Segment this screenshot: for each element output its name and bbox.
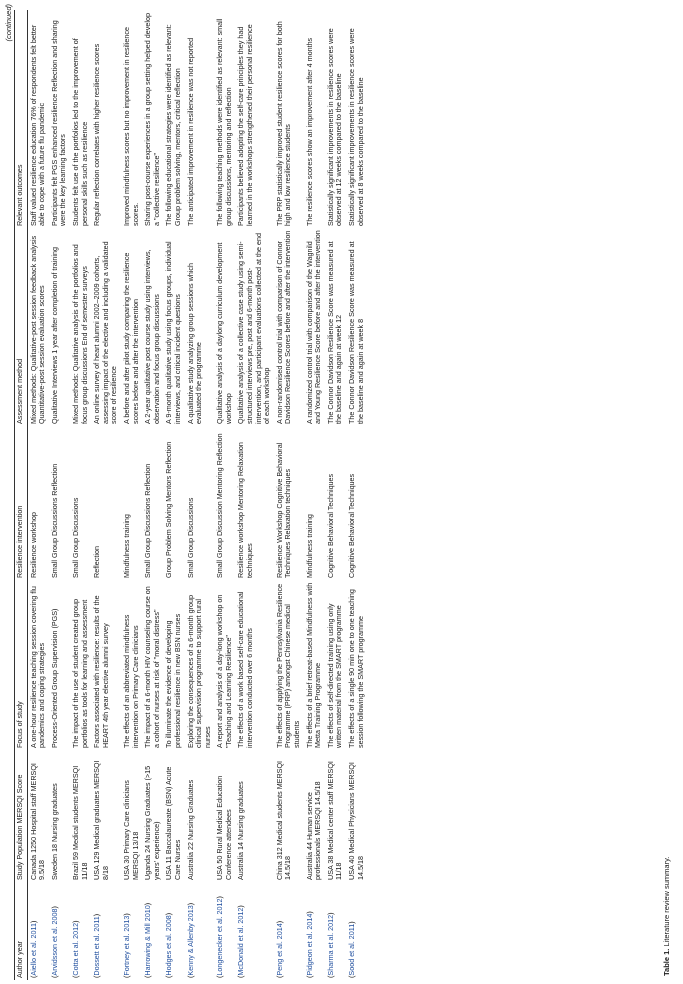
population-cell: Australia 14 Nursing graduates (236, 781, 246, 880)
population-cell: USA 11 Baccalaureate (BSN) Acute Care Nurses (164, 766, 182, 880)
outcomes-cell: The anticipated improvement in resilience was not reported (185, 37, 195, 226)
intervention-cell: Small Group Discussions (185, 497, 195, 578)
author-open-paren: ( (28, 975, 38, 978)
table-header-row (15, 10, 28, 980)
population-cell: Canada 1250 Hospital staff MERSQI 9.5/18 (28, 763, 47, 880)
assessment-cell: A randomized control trial with comparison of the Wagnild and Young Resilience Score before and after the intervention (304, 230, 323, 424)
author-cell (185, 882, 215, 980)
outcomes-cell: Students felt use of the portfolios led to the improvement of personal skills such as resilience (70, 38, 89, 226)
header-author-year: Author year (15, 882, 28, 980)
author-close-paren: ) (304, 911, 314, 914)
author-cell (49, 882, 70, 980)
author-citation-link[interactable]: Longenecker et al. 2012 (215, 898, 225, 976)
author-close-paren: ) (143, 902, 153, 906)
author-close-paren: ) (215, 896, 225, 899)
author-cell (142, 882, 163, 980)
intervention-cell: Mindfulness training (121, 514, 131, 578)
assessment-cell: Mixed methods: Qualitative analysis of the portfolios and focus group discussions End of semester surveys (70, 244, 89, 424)
population-cell: USA 30 Primary Care clinicians MERSQI 13/18 (121, 780, 140, 880)
table-row (185, 10, 215, 980)
population-cell: Brazil 59 Medical students MERSQI 11/18 (70, 765, 89, 880)
outcomes-cell: Improved mindfulness scores but no improvement in resilience scores. (121, 27, 140, 226)
assessment-cell: A qualitative study analyzing group sessions which evaluated the programme (185, 262, 204, 424)
focus-cell: The effects of self-directed training using only written material from the SMART programme (325, 603, 344, 748)
author-cell (121, 882, 142, 980)
focus-cell: The impact of a 6-month HIV counseling course on a cohort of nurses at risk of "moral distress" (143, 586, 161, 748)
population-cell: USA 50 Rural Medical Education Conference attendees (215, 775, 233, 880)
author-open-paren: ( (121, 975, 131, 978)
author-close-paren: ) (185, 902, 195, 906)
intervention-cell: Cognitive Behavioral Techniques (347, 473, 356, 578)
author-cell (325, 882, 346, 980)
outcomes-cell: The PRP statistically improved student resilience scores for both high and low resilience students (274, 21, 293, 226)
intervention-cell: Small Group Discussions Reflection (49, 463, 59, 578)
caption-label: Table 1. (662, 948, 671, 976)
focus-cell: The effects of a single 90 min one to one teaching session following the SMART programme (347, 589, 365, 748)
author-cell (274, 882, 304, 980)
assessment-cell: A non-randomised control trial with comparison of Connor Davidson Resilience Scores before and after the intervention (274, 230, 293, 424)
caption-text: Literature review summary. (662, 856, 671, 947)
author-close-paren: ) (28, 920, 38, 923)
author-citation-link[interactable]: McDonald et al. 2012 (236, 907, 246, 976)
author-open-paren: ( (236, 975, 246, 978)
table-row (142, 10, 163, 980)
intervention-cell: Small Group Discussions Reflection (143, 463, 153, 578)
outcomes-cell: The following educational strategies were identified as relevant: Group problem solving, mentors, critical reflection (164, 24, 182, 226)
author-citation-link[interactable]: Sharma et al. 2012 (325, 914, 335, 976)
intervention-cell: Small Group Discussion Mentoring Reflection (215, 433, 225, 578)
focus-cell: Exploring the consequences of a 6-month group clinical supervision programme to support rural nurses (185, 594, 212, 748)
outcomes-cell: Statistically significant improvements in resilience scores were observed at 8 weeks compared to the baseline (347, 28, 365, 226)
intervention-cell: Group Problem Solving Mentors Reflection (164, 441, 174, 578)
author-close-paren: ) (49, 906, 59, 909)
assessment-cell: A 2-year qualitative post course study using interviews, observation and focus group discussions (143, 249, 161, 424)
population-cell: USA 129 Medical graduates MERSQI 8/18 (92, 760, 110, 880)
author-citation-link[interactable]: Kenny & Allenby 2013 (185, 905, 195, 976)
intervention-cell: Small Group Discussions (70, 497, 80, 578)
author-cell (27, 882, 49, 980)
author-citation-link[interactable]: Harrowing & Mill 2010 (143, 905, 153, 976)
population-cell: Uganda 24 Nursing Graduates (>15 years' experience) (143, 765, 161, 880)
focus-cell: To illuminate the evidence of developing professional resilience in new BSN nurses (164, 613, 182, 748)
intervention-cell: Reflection (92, 546, 102, 578)
author-cell (91, 882, 121, 980)
assessment-cell: An online survey of heart alumni 2002–2009 cohorts, assessing impact of the elective and including a validated score of resilience (92, 241, 119, 424)
table-row (121, 10, 142, 980)
continued-note: (continued) (4, 4, 13, 42)
outcomes-cell: Sharing post-course experiences in a group setting helped develop a "collective resilience" (143, 13, 161, 226)
header-study-population: Study Population MERSQI Score (15, 750, 28, 882)
table-row (49, 10, 70, 980)
assessment-cell: Qualitative Interviews 1 year after completion of training (49, 247, 59, 424)
author-close-paren: ) (121, 913, 131, 916)
header-relevant-outcomes: Relevant outcomes (15, 10, 28, 228)
population-cell: Sweden 18 Nursing graduates (49, 783, 59, 880)
outcomes-cell: Regular reflection correlates with higher resilience scores (92, 43, 102, 226)
outcomes-cell: Participants felt PGS enhanced resilience Reflection and sharing were the key learning factors (49, 20, 68, 226)
author-close-paren: ) (274, 920, 284, 924)
focus-cell: The effects of a work based self-care educational intervention conducted over 6 months (236, 591, 255, 748)
assessment-cell: The Connor Davidson Resilience Score was measured at the baseline and again at week 8 (347, 241, 365, 424)
assessment-cell: A 9-month qualitative study using focus groups, individual interviews, and critical incident questions (164, 241, 182, 424)
outcomes-cell: The resilience scores show an improvement after 4 months (304, 37, 314, 226)
focus-cell: The effects of applying the Pennsylvania Resilience Programme (PRP) amongst Chinese medical students (274, 583, 302, 748)
table-row (70, 10, 91, 980)
author-close-paren: ) (325, 912, 335, 915)
assessment-cell: Qualitative analysis of a daylong curriculum development workshop (215, 242, 233, 424)
focus-cell: The effects of an abbreviated mindfulness intervention on Primary Care clinicians (121, 614, 140, 748)
literature-review-table (14, 10, 367, 980)
author-citation-link[interactable]: Sood et al. 2011 (347, 923, 356, 976)
author-cell (346, 882, 367, 980)
outcomes-cell: Statistically significant improvements in resilience scores were observed at 12 weeks compared to the baseline (325, 28, 344, 226)
author-open-paren: ( (70, 975, 80, 978)
intervention-cell: Mindfulness training (304, 514, 314, 578)
author-citation-link[interactable]: Cotta et al. 2012 (70, 922, 80, 976)
table-row (235, 10, 273, 980)
table-caption (662, 857, 671, 976)
author-close-paren: ) (347, 921, 356, 924)
author-open-paren: ( (274, 975, 284, 978)
assessment-cell: Mixed methods: Qualitative-post session feedback analysis Quantitative-post session evaluation scores (28, 235, 47, 424)
author-open-paren: ( (325, 975, 335, 978)
focus-cell: Process-Oriented Group Supervision (PGS) (49, 608, 59, 748)
population-cell: USA 38 Medical center staff MERSQI 11/18 (325, 761, 344, 880)
assessment-cell: The Connor Davidson Resilience Score was measured at the baseline and again at week 12 (325, 241, 344, 424)
outcomes-cell: The following teaching methods were identified as relevant: small group discussions, mentoring and reflection (215, 18, 233, 226)
assessment-cell: A before and after pilot study comparing the resilience scores before and after the intervention (121, 252, 140, 424)
author-cell (214, 882, 235, 980)
assessment-cell: Qualitative analysis of a collective case study using semi-structured interviews pre, post and 6-month post-intervention, and participant evaluations collected at the end of each workshop (236, 233, 272, 424)
focus-cell: A report and analysis of a day-long workshop on "Teaching and Learning Resilience" (215, 594, 233, 748)
author-citation-link[interactable]: Pidgeon et al. 2014 (304, 913, 314, 976)
author-open-paren: ( (143, 975, 153, 978)
population-cell: Australia 22 Nursing Graduates (185, 779, 195, 880)
intervention-cell: Cognitive Behavioral Techniques (325, 473, 335, 578)
header-resilience-intervention: Resilience intervention (15, 426, 28, 580)
author-close-paren: ) (70, 920, 80, 923)
table-row (214, 10, 235, 980)
intervention-cell: Resilience Workshop Cognitive Behavioral Techniques Relaxation techniques (274, 442, 293, 578)
author-open-paren: ( (164, 975, 174, 978)
author-close-paren: ) (164, 912, 174, 916)
author-open-paren: ( (347, 975, 356, 978)
author-close-paren: ) (92, 913, 102, 917)
focus-cell: The impact of the use of student created group portfolios as tools for learning and assessment (70, 598, 89, 748)
table-row (274, 10, 304, 980)
header-focus-of-study: Focus of study (15, 580, 28, 750)
author-citation-link[interactable]: Arvidsson et al. 2008 (49, 908, 59, 976)
population-cell: Australia 44 Human service professionals MERSQI 14.5/18 (304, 781, 323, 880)
author-cell (235, 882, 273, 980)
author-cell (304, 882, 325, 980)
table-body (27, 10, 367, 980)
table-row (91, 10, 121, 980)
author-citation-link[interactable]: Dossett et al. 2011 (92, 916, 102, 976)
author-citation-link[interactable]: Peng et al. 2014 (274, 923, 284, 976)
author-close-paren: ) (236, 905, 246, 908)
outcomes-cell: Participants believed adopting the self-care principles they had learned in the workshops strengthened their personal resilience (236, 24, 255, 226)
header-assessment-method: Assessment method (15, 228, 28, 426)
focus-cell: A one-hour resilience teaching session covering flu pandemics and coping strategies (28, 586, 47, 748)
intervention-cell: Resilience workshop (28, 512, 38, 578)
table-row (163, 10, 184, 980)
author-open-paren: ( (49, 975, 59, 978)
table-row (27, 10, 49, 980)
author-citation-link[interactable]: Aiello et al. 2011 (28, 922, 38, 976)
author-cell (163, 882, 184, 980)
author-open-paren: ( (304, 975, 314, 978)
table-row (346, 10, 367, 980)
author-open-paren: ( (92, 975, 102, 978)
focus-cell: The effects of a brief retreat-based Mindfulness with Metta Training Programme (304, 582, 323, 748)
population-cell: China 312 Medical students MERSQI 14.5/18 (274, 760, 293, 880)
population-cell: USA 40 Medical Physicians MERSQI 14.5/18 (347, 762, 365, 880)
table-row (325, 10, 346, 980)
author-open-paren: ( (215, 975, 225, 978)
author-cell (70, 882, 91, 980)
outcomes-cell: Staff valued resilience education 76% of respondents felt better able to cope with a future flu pandemic (28, 24, 47, 226)
focus-cell: Factors associated with resilience: results of the HEART 4th year elective alumni survey (92, 595, 110, 748)
author-citation-link[interactable]: Hodges et al. 2008 (164, 915, 174, 976)
author-open-paren: ( (185, 975, 195, 978)
intervention-cell: Resilience workshop Mentoring Relaxation techniques (236, 442, 255, 578)
table-row (304, 10, 325, 980)
author-citation-link[interactable]: Fortney et al. 2013 (121, 915, 131, 976)
